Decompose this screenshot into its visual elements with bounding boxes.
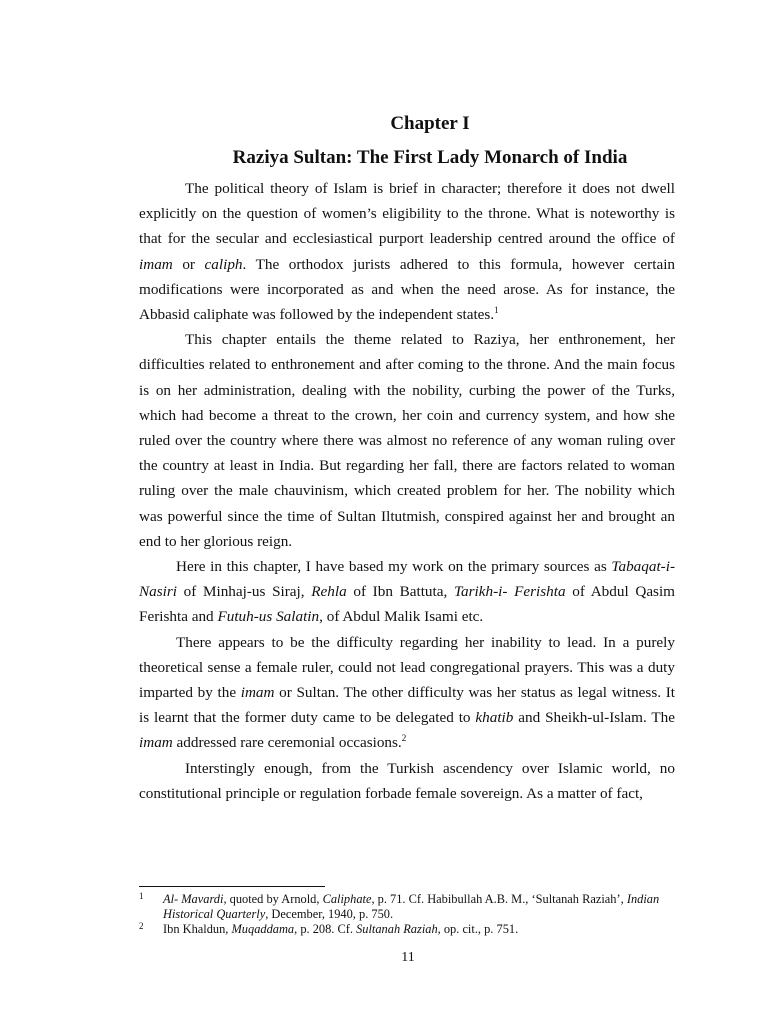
italic-text: khatib bbox=[475, 709, 514, 727]
italic-text: Futuh-us Salatin bbox=[217, 608, 320, 626]
footnote-text bbox=[163, 922, 518, 936]
text-run: addressed rare ceremonial occasions. bbox=[172, 734, 402, 752]
body-text bbox=[139, 176, 675, 806]
italic-text: imam bbox=[139, 255, 173, 273]
italic-text: Indian Historical Quarterly bbox=[163, 892, 660, 921]
italic-text: imam bbox=[240, 684, 275, 702]
footnote-text bbox=[163, 892, 659, 921]
footnotes bbox=[139, 892, 679, 937]
italic-text: Tarikh-i- Ferishta bbox=[453, 583, 566, 601]
text-run: . The orthodox jurists adhered to this formula, however certain modifications were incorporated as and when the need arose. As for instance, the Abbasid caliphate was followed by the independent states. bbox=[139, 255, 676, 324]
text-run: of Minhaj-us Siraj, bbox=[176, 583, 312, 601]
text-run: , p. 208. Cf. bbox=[294, 922, 357, 936]
paragraph bbox=[139, 756, 675, 806]
text-run: Here in this chapter, I have based my work on the primary sources as bbox=[176, 558, 612, 576]
text-run: of Ibn Battuta, bbox=[346, 583, 454, 601]
footnote-reference: 2 bbox=[401, 733, 407, 744]
text-run: , of Abdul Malik Isami etc. bbox=[319, 608, 484, 626]
italic-text: Sultanah Raziah bbox=[356, 922, 438, 936]
text-run: There appears to be the difficulty regarding her inability to lead. In a purely theoretical sense a female ruler, could not lead congregational prayers. This was a duty imparted by the bbox=[139, 633, 675, 702]
text-run: of Abdul Qasim Ferishta and bbox=[139, 583, 675, 626]
footnote bbox=[139, 922, 679, 937]
text-run: or bbox=[172, 255, 205, 273]
text-run: or Sultan. The other difficulty was her status as legal witness. It is learnt that the former duty came to be delegated to bbox=[139, 684, 675, 727]
text-run: , p. 71. Cf. Habibullah A.B. M., ‘Sultanah Raziah’, bbox=[371, 892, 627, 906]
footnote-reference: 1 bbox=[494, 305, 499, 316]
footnote-number: 1 bbox=[139, 891, 144, 901]
footnote bbox=[139, 892, 679, 922]
paragraph bbox=[139, 327, 675, 554]
italic-text: Tabaqat-i- Nasiri bbox=[139, 558, 675, 601]
paragraph bbox=[139, 630, 675, 756]
text-run: The political theory of Islam is brief in character; therefore it does not dwell explicitly on the question of women’s eligibility to the throne. What is noteworthy is that for the secular and ecclesiastical purport leadership centred around the office of bbox=[139, 180, 675, 248]
text-run: , December, 1940, p. 750. bbox=[265, 907, 394, 921]
chapter-title: Raziya Sultan: The First Lady Monarch of India bbox=[232, 147, 628, 168]
paragraph bbox=[139, 554, 675, 630]
text-run: and Sheikh-ul-Islam. The bbox=[513, 709, 675, 727]
text-run: , quoted by Arnold, bbox=[223, 892, 323, 906]
text-run: Ibn Khaldun, bbox=[163, 922, 232, 936]
italic-text: imam bbox=[139, 734, 173, 752]
footnote-number: 2 bbox=[139, 921, 144, 931]
page-number: 11 bbox=[401, 950, 415, 965]
footnote-divider bbox=[139, 886, 325, 887]
italic-text: Al- Mavardi bbox=[163, 892, 224, 906]
italic-text: caliph bbox=[204, 255, 243, 273]
text-run: , op. cit., p. 751. bbox=[437, 922, 519, 936]
text-run: Interstingly enough, from the Turkish ascendency over Islamic world, no constitutional principle or regulation forbade female sovereign. As a matter of fact, bbox=[139, 759, 675, 802]
paragraph bbox=[139, 176, 675, 327]
chapter-label: Chapter I bbox=[390, 113, 470, 134]
italic-text: Caliphate bbox=[322, 892, 372, 906]
italic-text: Muqaddama bbox=[231, 922, 295, 936]
text-run: This chapter entails the theme related to Raziya, her enthronement, her difficulties related to enthronement and after coming to the throne. And the main focus is on her administration, dealing with the nobility, curbing the power of the Turks, which had become a threat to the crown, her coin and currency system, and how she ruled over the country where there was almost no reference of any woman ruling over the country at least in India. But regarding her fall, there are factors related to woman ruling over the male chauvinism, which created problem for her. The nobility which was powerful since the time of Sultan Iltutmish, conspired against her and brought an end to her glorious reign. bbox=[139, 331, 675, 550]
italic-text: Rehla bbox=[311, 583, 347, 601]
